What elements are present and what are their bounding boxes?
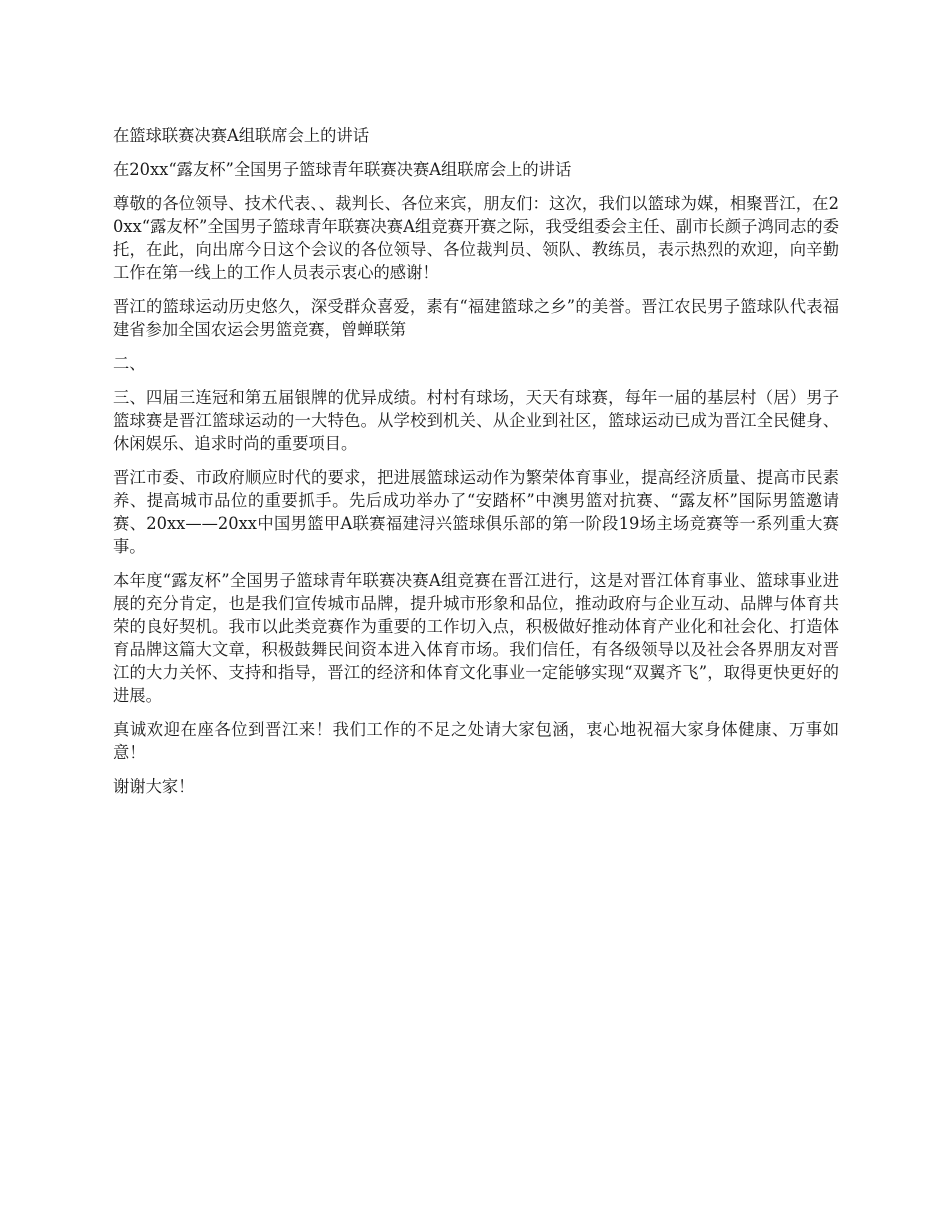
paragraph-list-marker: 二、 [113, 354, 146, 373]
paragraph-greeting: 尊敬的各位领导、技术代表、、裁判长、各位来宾，朋友们：这次，我们以篮球为媒，相聚晋江，在20xx“露友杯”全国男子篮球青年联赛决赛A组竞赛开赛之际，我受组委会主任、副市长颜子鸿同志的委托，在此，向出席今日这个会议的各位领导、各位裁判员、领队、教练员，表示热烈的欢迎，向辛勤工作在第一线上的工作人员表示衷心的感谢！ [113, 194, 839, 282]
paragraph-achievements: 三、四届三连冠和第五届银牌的优异成绩。村村有球场，天天有球赛，每年一届的基层村（居）男子篮球赛是晋江篮球运动的一大特色。从学校到机关、从企业到社区，篮球运动已成为晋江全民健身、休闲娱乐、追求时尚的重要项目。 [113, 388, 839, 453]
paragraph-welcome: 真诚欢迎在座各位到晋江来！我们工作的不足之处请大家包涵，衷心地祝福大家身体健康、万事如意！ [113, 720, 839, 762]
paragraph-closing: 谢谢大家！ [113, 777, 195, 796]
paragraph-event: 本年度“露友杯”全国男子篮球青年联赛决赛A组竞赛在晋江进行，这是对晋江体育事业、篮球事业进展的充分肯定，也是我们宣传城市品牌，提升城市形象和品位，推动政府与企业互动、品牌与体育共荣的良好契机。我市以此类竞赛作为重要的工作切入点，积极做好推动体育产业化和社会化、打造体育品牌这篇大文章，积极鼓舞民间资本进入体育市场。我们信任，有各级领导以及社会各界朋友对晋江的大力关怀、支持和指导，晋江的经济和体育文化事业一定能够实现“双翼齐飞”，取得更快更好的进展。 [113, 571, 839, 705]
document-title: 在篮球联赛决赛A组联席会上的讲话 [113, 126, 369, 145]
paragraph-history: 晋江的篮球运动历史悠久，深受群众喜爱，素有“福建篮球之乡”的美誉。晋江农民男子篮球队代表福建省参加全国农运会男篮竞赛，曾蝉联第 [113, 297, 839, 339]
document-subtitle: 在20xx“露友杯”全国男子篮球青年联赛决赛A组联席会上的讲话 [113, 160, 572, 179]
document-page [113, 124, 839, 809]
paragraph-government: 晋江市委、市政府顺应时代的要求，把进展篮球运动作为繁荣体育事业，提高经济质量、提高市民素养、提高城市品位的重要抓手。先后成功举办了“安踏杯”中澳男篮对抗赛、“露友杯”国际男篮邀请赛、20xx——20xx中国男篮甲A联赛福建浔兴篮球俱乐部的第一阶段19场主场竞赛等一系列重大赛事。 [113, 468, 839, 556]
